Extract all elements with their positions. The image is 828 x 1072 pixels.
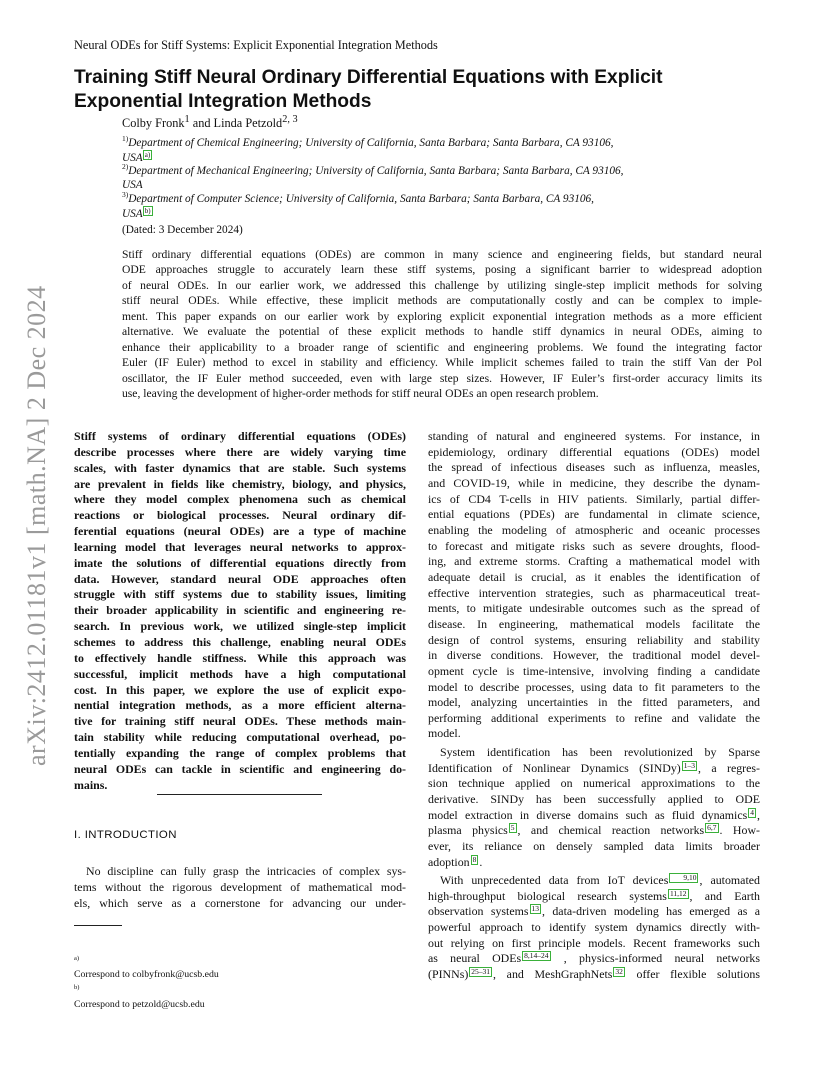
summary-line: learning model that leverages neural networks to approx- <box>74 539 406 554</box>
summary-line: tain stability while reducing computational overhead, po- <box>74 730 406 745</box>
citation-link[interactable]: 5 <box>510 823 515 833</box>
summary-line: where they model complex phenomena such as chemical <box>74 492 406 507</box>
bold-summary <box>74 429 406 793</box>
summary-line: to effectively handle stiffness. While this approach was <box>74 650 406 665</box>
abstract-line: ODE approaches struggle to accurately learn these stiff systems, posing a significant barrier to widespread adoption <box>122 263 762 277</box>
citation-link[interactable]: 13 <box>531 904 540 914</box>
body-line: standing of natural and engineered systems. For instance, in <box>428 429 760 443</box>
body-line: ments, to mitigate undesirable outcomes such as the spread of <box>428 601 760 616</box>
citation-link[interactable]: 1–3 <box>683 760 696 770</box>
body-line: powerful approach to identify system dynamics directly with- <box>428 919 760 934</box>
body-line: model extraction in diverse domains such as fluid dynamics 4 , <box>428 807 760 822</box>
title-line: Training Stiff Neural Ordinary Differential Equations with Explicit <box>74 67 663 88</box>
body-line: out relying on first principle models. Recent frameworks such <box>428 935 760 950</box>
date-line: (Dated: 3 December 2024) <box>122 224 243 236</box>
abstract-line: Stiff ordinary differential equations (ODEs) are common in many science and engineering fields, but standard neural <box>122 248 762 261</box>
section-heading: I. INTRODUCTION <box>74 829 177 841</box>
intro-line: els, which serve as a cornerstone for advancing our under- <box>74 895 406 910</box>
sindy-paragraph <box>428 745 760 870</box>
intro-paragraph-continued <box>428 429 760 742</box>
intro-line: No discipline can fully grasp the intricacies of complex sys- <box>86 864 406 878</box>
body-line: model. <box>428 726 461 741</box>
affil-text: Department of Mechanical Engineering; University of California, Santa Barbara; Santa Barbara, CA 93106, <box>128 164 624 177</box>
summary-line: mains. <box>74 777 108 792</box>
citation-link[interactable]: 4 <box>750 807 755 817</box>
affil-country: USA <box>122 151 143 164</box>
summary-line: tive for training stiff neural ODEs. These methods main- <box>74 714 406 729</box>
citation-link[interactable]: 11,12 <box>669 888 687 898</box>
footnote-mark: a) <box>74 955 80 962</box>
affil-country: USA <box>122 207 143 220</box>
abstract-line: alternative. We evaluate the potential of these explicit methods to handle stiff dynamics in neural ODEs, aiming to <box>122 325 762 339</box>
summary-line: data. However, standard neural ODE approaches often <box>74 571 406 586</box>
body-line: model, analyzing uncertainties in the fitted parameters, and <box>428 695 760 710</box>
footnote-text: Correspond to petzold@ucsb.edu <box>74 998 205 1010</box>
footnote <box>74 952 219 981</box>
paper-title <box>74 66 774 114</box>
title-line: Exponential Integration Methods <box>74 91 372 112</box>
body-line: to forecast and mitigate risks such as severe droughts, flood- <box>428 538 760 553</box>
body-line: design of control systems, ensuring reliability and stability <box>428 632 760 647</box>
summary-line: neural ODEs can tackle in scientific and engineering do- <box>74 761 406 776</box>
body-line: adoption 8 . <box>428 854 483 869</box>
body-line: (PINNs) 25–31 , and MeshGraphNets 32 offer flexible solutions <box>428 966 760 981</box>
summary-line: tentially expanding the range of complex problems that <box>74 745 406 760</box>
affiliation <box>122 160 682 192</box>
affil-country: USA <box>122 178 143 191</box>
citation-link[interactable]: 6,7 <box>707 823 717 833</box>
arxiv-identifier: arXiv:2412.01181v1 [math.NA] 2 Dec 2024 <box>22 285 51 766</box>
body-line: in diverse conditions. However, the traditional model devel- <box>428 648 760 663</box>
body-line: the spread of infectious diseases such as influenza, measles, <box>428 460 760 475</box>
intro-paragraph <box>74 864 406 911</box>
body-line: Identification of Nonlinear Dynamics (SINDy) 1–3 , a regres- <box>428 760 761 775</box>
body-line: model to describe processes, using data to fit parameters to the <box>428 679 760 694</box>
abstract-line: of neural ODEs. In our earlier work, we addressed this challenge by utilizing single-step implicit methods for solving <box>122 278 762 292</box>
body-line: adequate detail is crucial, as it enables the identification of <box>428 569 760 584</box>
abstract-line: stiff neural ODEs. While effective, these implicit methods are computationally costly and can be complex to imple- <box>122 294 762 308</box>
author-list <box>122 114 298 131</box>
section-divider <box>157 794 322 795</box>
body-line: ing, and extreme storms. Crafting a mathematical model with <box>428 554 760 569</box>
affiliation <box>122 188 682 221</box>
author-name: Colby Fronk <box>122 116 185 131</box>
citation-link[interactable]: 9,10 <box>669 873 698 883</box>
abstract-line: enhance their applicability to a broader range of scientific and engineering problems. We found the integrating factor <box>122 340 762 354</box>
author-affil-mark: 1 <box>184 114 190 125</box>
body-line: ever, its reliance on densely sampled data limits broader <box>428 838 760 853</box>
citation-link[interactable]: 32 <box>615 966 623 976</box>
abstract-line: ment. This paper expands on our earlier work by exploring explicit exponential integration methods as a more efficient <box>122 309 762 323</box>
footnote-mark: b) <box>74 984 80 992</box>
summary-line: schemes to address this challenge, enabling neural ODEs <box>74 634 406 649</box>
body-line: epidemiology, ordinary differential equations (ODEs) model <box>428 444 760 459</box>
running-head: Neural ODEs for Stiff Systems: Explicit Exponential Integration Methods <box>74 38 438 52</box>
footnote <box>74 981 219 1010</box>
summary-line: scales, with faster dynamics that are stable. Such systems <box>74 460 406 475</box>
body-line: derivative. SINDy has been successfully applied to ODE <box>428 791 760 806</box>
affil-number: 1) <box>122 134 129 143</box>
summary-line: their broader applicability in scientific and engineering re- <box>74 603 406 618</box>
abstract-line: use, leaving the development of higher-order methods for stiff neural ODEs an open research problem. <box>122 387 599 401</box>
abstract <box>122 247 762 402</box>
body-line: plasma physics 5 , and chemical reaction networks 6,7 . How- <box>428 823 761 838</box>
affil-number: 3) <box>122 190 129 199</box>
summary-line: describe processes where there are widely varying time <box>74 444 406 459</box>
body-line: System identification has been revolutionized by Sparse <box>440 745 760 759</box>
body-line: and COVID-19, while in medicine, they describe the dynam- <box>428 475 760 490</box>
summary-line: imate the solutions of differential equations directly from <box>74 555 406 570</box>
summary-line: nential integration methods, as a more efficient alterna- <box>74 698 406 713</box>
summary-line: reactions or biological processes. Neural ordinary dif- <box>74 508 406 523</box>
footnote-divider <box>74 925 122 926</box>
abstract-line: oscillator, the IF Euler method succeeded, even with large step sizes. However, IF Euler’s first-order accuracy limits its <box>122 371 762 385</box>
body-line: disease. In engineering, mathematical models facilitate the <box>428 616 760 631</box>
footnote-link[interactable]: a) <box>144 150 151 159</box>
body-line: ics of CD4 T-cells in HIV patients. Similarly, partial differ- <box>428 491 760 506</box>
citation-link[interactable]: 8 <box>472 854 477 864</box>
summary-line: cost. In this paper, we explore the use of explicit expo- <box>74 682 406 697</box>
citation-link[interactable]: 8,14–24 <box>524 951 549 961</box>
body-line: With unprecedented data from IoT devices 9,10 , automated <box>440 873 760 887</box>
summary-line: ferential equations (neural ODEs) are a type of machine <box>74 524 406 539</box>
body-line: high-throughput biological research systems 11,12 , and Earth <box>428 888 760 903</box>
summary-line: Stiff systems of ordinary differential equations (ODEs) <box>74 429 406 443</box>
abstract-line: Euler (IF Euler) method to excel in stability and efficiency. While implicit schemes failed to train the stiff Van der Pol <box>122 356 762 370</box>
body-line: effective intervention strategies, such as pharmaceutical treat- <box>428 585 760 600</box>
footnote-link[interactable]: b) <box>144 206 151 215</box>
body-line: sion technique applied on numerical approximations to the <box>428 776 760 791</box>
summary-line: search. In previous work, we utilized single-step implicit <box>74 619 406 634</box>
footnote-text: Correspond to colbyfronk@ucsb.edu <box>74 969 219 981</box>
body-line: ential equations (PDEs) are fundamental in climate science, <box>428 507 760 522</box>
body-line: opment cycle is time-intensive, involving finding a candidate <box>428 663 760 678</box>
summary-line: are prevalent in fields like chemistry, biology, and physics, <box>74 476 406 491</box>
body-line: performing additional experiments to refine and validate the <box>428 710 760 725</box>
body-line: observation systems 13 , data-driven modeling has emerged as a <box>428 904 761 919</box>
summary-line: struggle with stiff systems due to stability issues, limiting <box>74 587 406 602</box>
intro-line: tems without the rigorous development of mathematical mod- <box>74 879 406 894</box>
summary-line: successful, implicit methods have a high computational <box>74 666 406 681</box>
citation-link[interactable]: 25–31 <box>471 966 491 976</box>
body-line: enabling the modeling of atmospheric and oceanic processes <box>428 522 760 537</box>
author-affil-mark: 2, 3 <box>282 114 298 125</box>
footnotes <box>74 952 219 1011</box>
affil-text: Department of Computer Science; University of California, Santa Barbara; Santa Barbara, CA 93106, <box>128 192 595 205</box>
data-driven-paragraph <box>428 873 760 983</box>
author-name: and Linda Petzold <box>189 116 283 131</box>
affil-number: 2) <box>122 162 129 171</box>
affil-text: Department of Chemical Engineering; University of California, Santa Barbara; Santa Barbara, CA 93106, <box>128 136 614 149</box>
body-line: as neural ODEs 8,14–24 , physics-informed neural networks <box>428 951 761 966</box>
